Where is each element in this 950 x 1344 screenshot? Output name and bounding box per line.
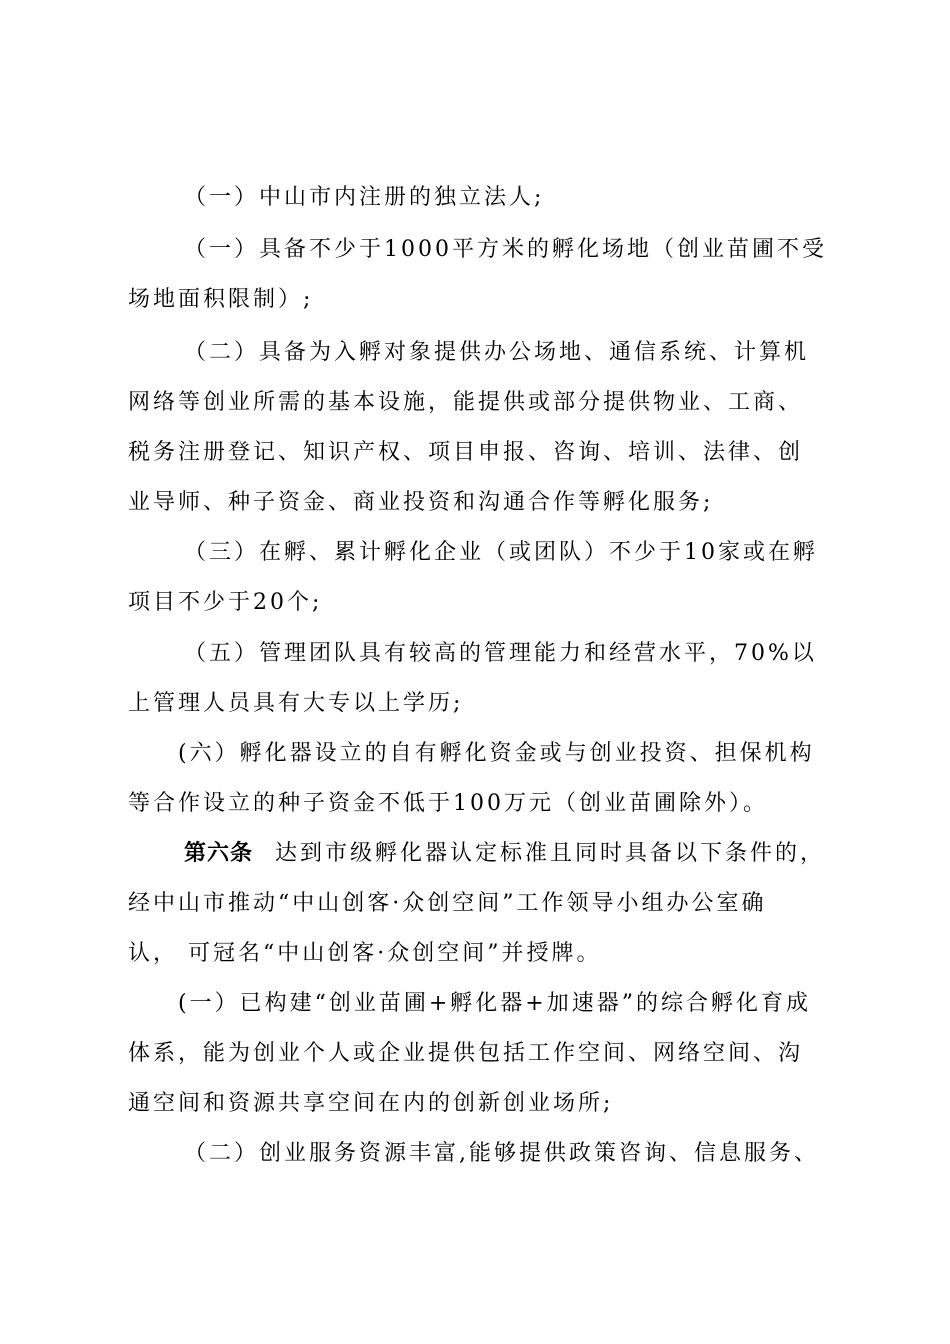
text-line: 经中山市推动“中山创客·众创空间”工作领导小组办公室确 bbox=[128, 891, 767, 916]
text-line: （五）管理团队具有较高的管理能力和经营水平，70%以 bbox=[184, 641, 817, 666]
text-line: （二）创业服务资源丰富,能够提供政策咨询、信息服务、 bbox=[184, 1141, 819, 1166]
text-line: 通空间和资源共享空间在内的创新创业场所; bbox=[128, 1091, 614, 1116]
text-line: 等合作设立的种子资金不低于100万元（创业苗圃除外）。 bbox=[128, 791, 768, 816]
text-line: 税务注册登记、知识产权、项目申报、咨询、培训、法律、创 bbox=[128, 440, 804, 465]
text-line: 项目不少于20个; bbox=[128, 590, 323, 615]
text-line: 上管理人员具有大专以上学历; bbox=[128, 691, 464, 716]
text-line: (六）孵化器设立的自有孵化资金或与创业投资、担保机构 bbox=[178, 741, 815, 766]
article-text: 达到市级孵化器认定标准且同时具备以下条件的， bbox=[275, 841, 826, 866]
text-line: （三）在孵、累计孵化企业（或团队）不少于10家或在孵 bbox=[184, 540, 818, 565]
article-line bbox=[184, 840, 834, 868]
text-line: （一）中山市内注册的独立法人; bbox=[184, 185, 545, 210]
article-number: 第六条 bbox=[184, 841, 254, 866]
text-line: (一）已构建“创业苗圃+孵化器+加速器”的综合孵化育成 bbox=[178, 991, 811, 1016]
text-line: （二）具备为入孵对象提供办公场地、通信系统、计算机 bbox=[184, 340, 810, 365]
text-line: 认， 可冠名“中山创客·众创空间”并授牌。 bbox=[128, 941, 602, 966]
text-line: 场地面积限制）; bbox=[128, 287, 314, 312]
text-line: 业导师、种子资金、商业投资和沟通合作等孵化服务; bbox=[128, 490, 714, 515]
text-line: 网络等创业所需的基本设施，能提供或部分提供物业、工商、 bbox=[128, 390, 804, 415]
text-line: （一）具备不少于1000平方米的孵化场地（创业苗圃不受 bbox=[184, 237, 827, 262]
text-line: 体系，能为创业个人或企业提供包括工作空间、网络空间、沟 bbox=[128, 1041, 804, 1066]
